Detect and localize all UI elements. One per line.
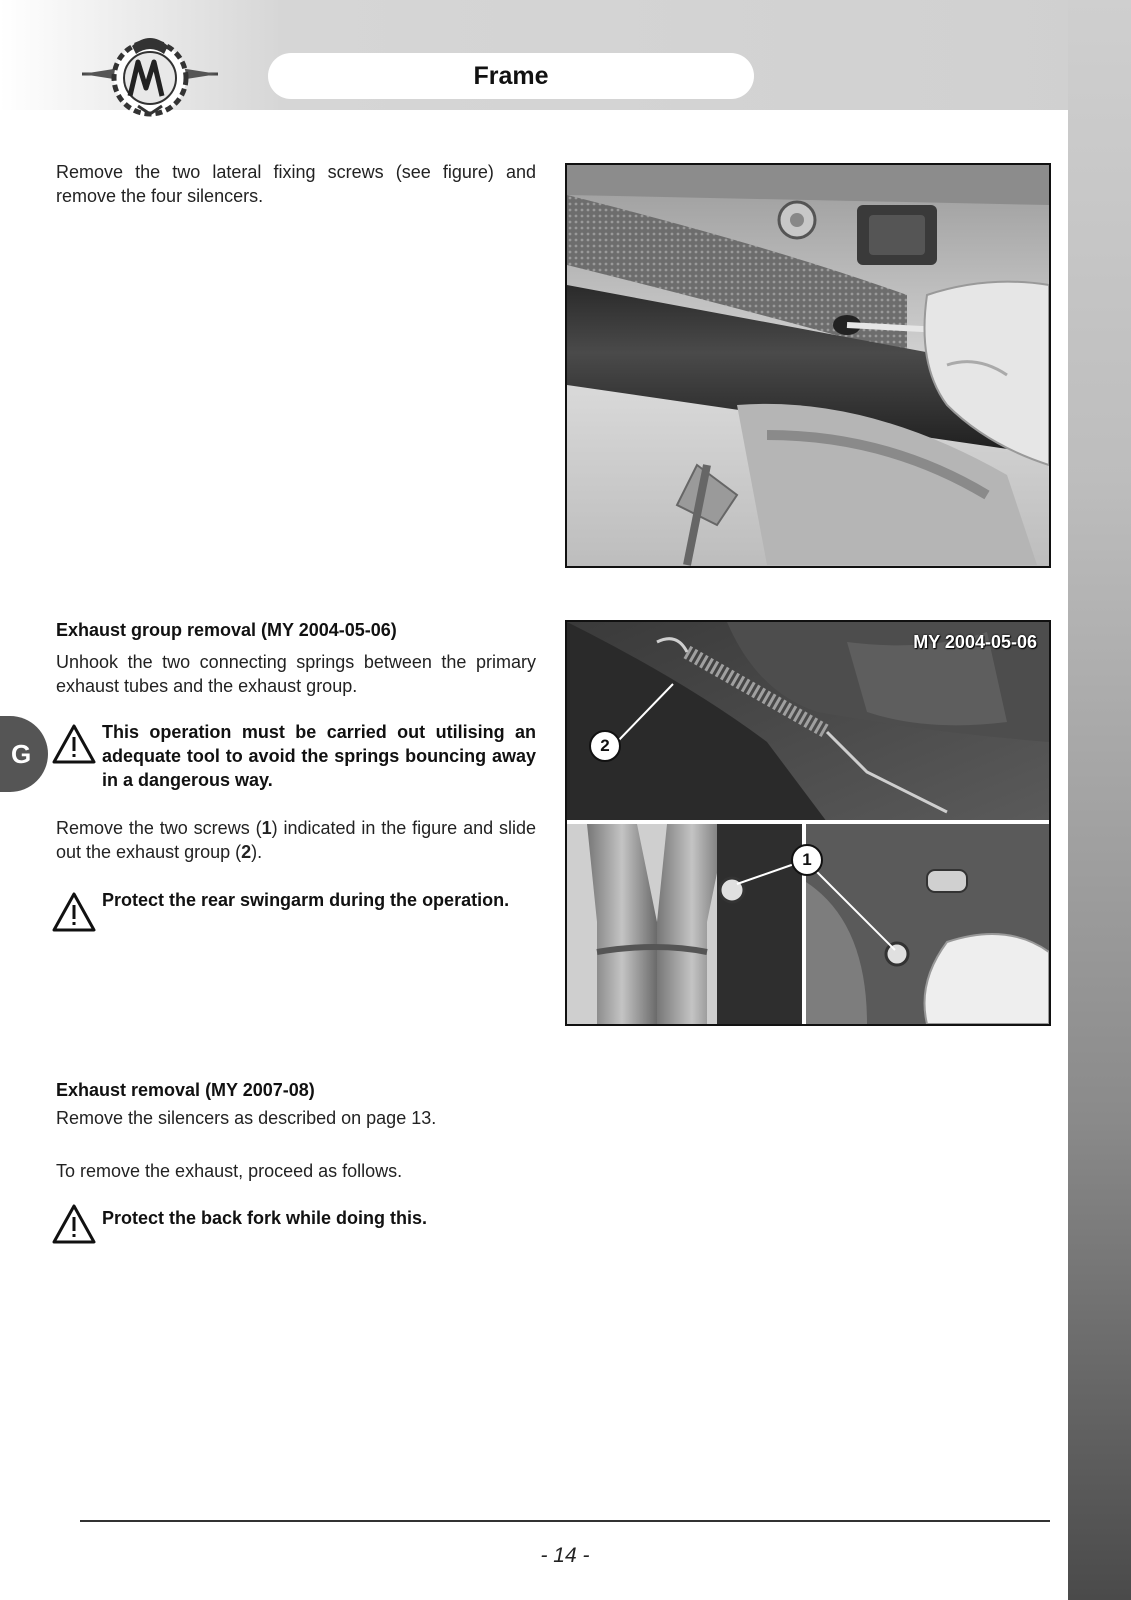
footer-divider	[80, 1520, 1050, 1522]
section-tab-g	[0, 716, 48, 792]
mv-agusta-logo-icon	[80, 22, 220, 127]
silencers-reference: Remove the silencers as described on page 13.	[56, 1108, 437, 1128]
callout-2: 2	[589, 730, 621, 762]
fork-warning	[52, 1200, 538, 1244]
exhaust-removal-heading: Exhaust removal (MY 2007-08)	[56, 1080, 315, 1100]
exhaust-group-heading: Exhaust group removal (MY 2004-05-06)	[56, 620, 397, 640]
right-edge-strip	[1068, 0, 1131, 1600]
swingarm-warning-text: Protect the rear swingarm during the operation.	[102, 890, 510, 910]
screws-text-before: Remove the two screws (	[56, 818, 262, 838]
springs-instruction: Unhook the two connecting springs between the primary exhaust tubes and the exhaust group.	[56, 652, 536, 696]
exhaust-group-reference-2: 2	[241, 842, 252, 862]
model-year-label: MY 2004-05-06	[913, 632, 1037, 652]
silencers-instruction: Remove the two lateral fixing screws (see figure) and remove the four silencers.	[56, 162, 536, 206]
springs-warning	[52, 720, 538, 792]
fork-warning-text: Protect the back fork while doing this.	[102, 1208, 428, 1228]
swingarm-warning	[52, 888, 538, 932]
proceed-instruction: To remove the exhaust, proceed as follows.	[56, 1161, 403, 1181]
exhaust-group-photo	[565, 620, 1051, 1026]
springs-warning-text: This operation must be carried out utilising an adequate tool to avoid the springs bouncing away in a dangerous way.	[102, 722, 536, 790]
callout-1: 1	[791, 844, 823, 876]
screws-text-mid: ) indicated in the figure and slide out the exhaust group (	[56, 818, 536, 862]
screw-reference-1: 1	[261, 818, 272, 838]
screws-instruction	[56, 816, 536, 864]
silencer-photo-illustration	[567, 165, 1049, 566]
exhaust-group-illustration	[567, 622, 1049, 1024]
page-title: Frame	[268, 53, 754, 99]
warning-triangle-icon	[52, 892, 96, 932]
page-number: - 14 -	[540, 1544, 590, 1567]
warning-triangle-icon	[52, 1204, 96, 1244]
section-tab-label: G	[11, 738, 32, 769]
warning-triangle-icon	[52, 724, 96, 764]
silencer-screw-photo	[565, 163, 1051, 568]
screws-text-after: ).	[251, 842, 263, 862]
